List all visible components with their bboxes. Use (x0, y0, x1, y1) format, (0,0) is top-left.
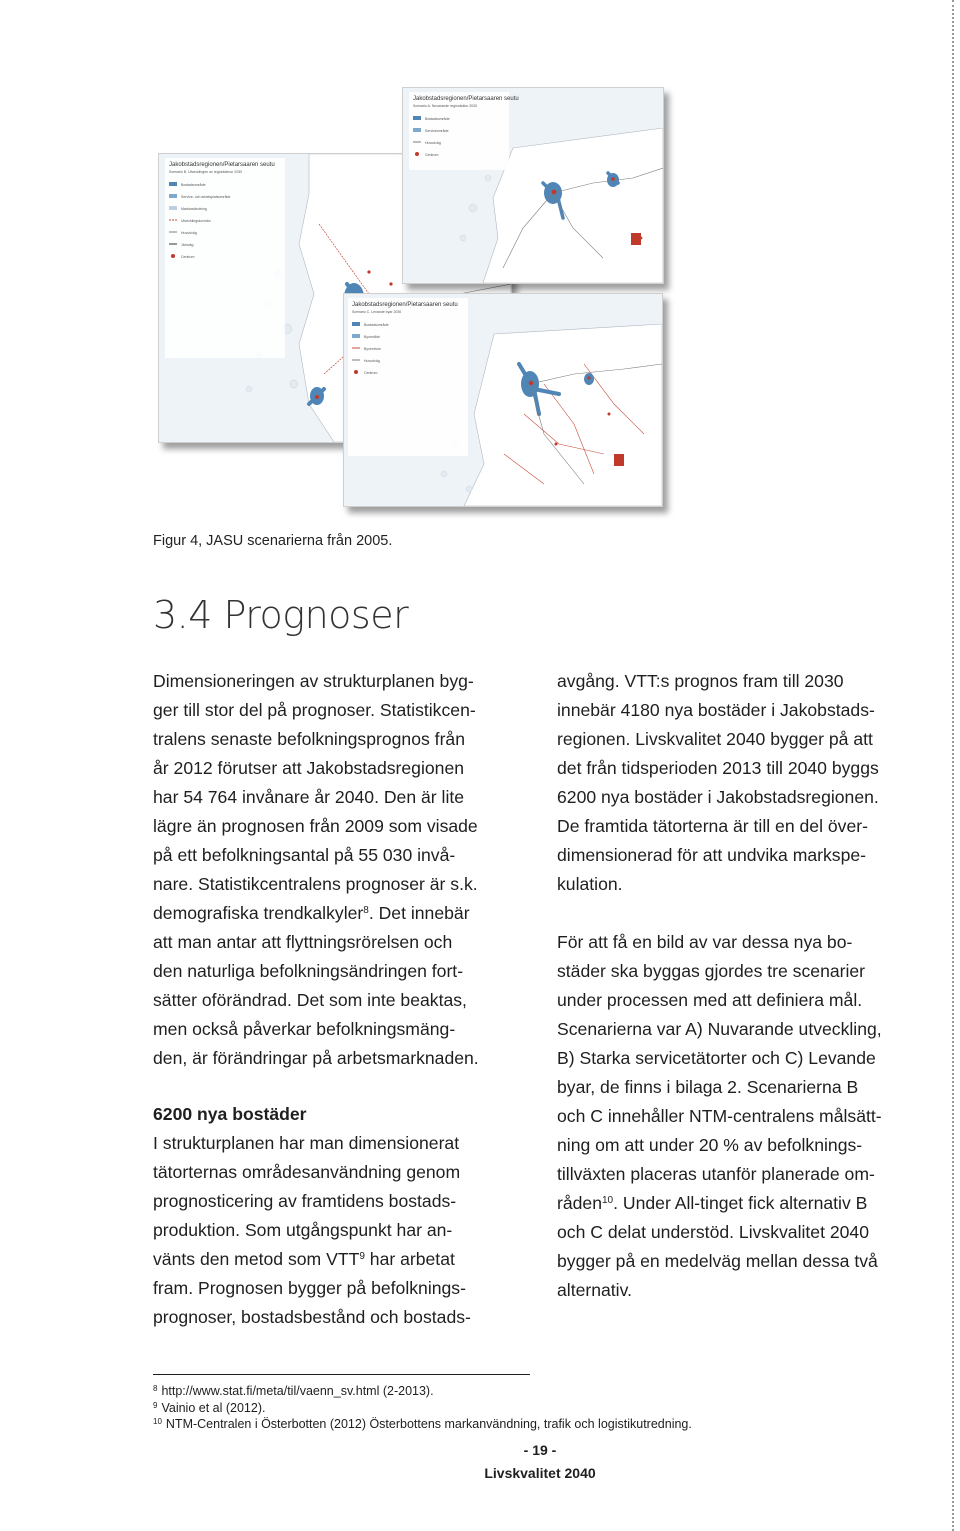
text-line: 6200 nya bostäder i Jakobstadsregionen. (557, 787, 879, 807)
text-line: råden (557, 1193, 602, 1213)
svg-text:Bostadsområde: Bostadsområde (425, 117, 450, 121)
text-line: under processen med att definiera mål. (557, 990, 863, 1010)
text-line: demografiska trendkalkyler (153, 903, 364, 923)
footnotes (153, 1383, 853, 1433)
footnote-text: Vainio et al (2012). (161, 1400, 266, 1415)
text-line: För att få en bild av var dessa nya bo- (557, 932, 853, 952)
text-line: och C delat understöd. Livskvalitet 2040 (557, 1222, 869, 1242)
svg-text:Bycentrum: Bycentrum (364, 347, 381, 351)
text-line: ger till stor del på prognoser. Statistikcen- (153, 700, 476, 720)
text-line: avgång. VTT:s prognos fram till 2030 (557, 671, 844, 691)
page-edge-dotted-border (952, 0, 954, 1531)
subheading: 6200 nya bostäder (153, 1104, 307, 1124)
text-line: har arbetat (364, 1249, 455, 1269)
scenario-a-map-drawing (403, 88, 663, 283)
text-line: tätorternas områdesanvändning genom (153, 1162, 461, 1182)
text-line: . Det innebär (368, 903, 470, 923)
text-line: fram. Prognosen bygger på befolknings- (153, 1278, 466, 1298)
svg-text:Scenario A. Nuvarande regionku: Scenario A. Nuvarande regionkultur 2030 (413, 104, 478, 108)
svg-text:Scenario B. Utvecklingen av re: Scenario B. Utvecklingen av regionkärnor 2030 (169, 170, 243, 174)
text-line: byar, de finns i bilaga 2. Scenarierna B (557, 1077, 859, 1097)
footnote-item (153, 1383, 853, 1400)
footnote-text: http://www.stat.fi/meta/til/vaenn_sv.html (2-2013). (161, 1384, 434, 1398)
text-line: det från tidsperioden 2013 till 2040 byggs (557, 758, 879, 778)
text-line: att man antar att flyttningsrörelsen och (153, 932, 453, 952)
page-number: - 19 - (523, 1442, 557, 1458)
text-line: regionen. Livskvalitet 2040 bygger på att (557, 729, 873, 749)
svg-text:Bostadsområde: Bostadsområde (364, 323, 389, 327)
text-line: och C innehåller NTM-centralens målsätt- (557, 1106, 882, 1126)
svg-text:Centrum: Centrum (364, 371, 378, 375)
section-heading: 3.4 Prognoser (153, 593, 409, 637)
svg-text:Jakobstadsregionen/Pietarsaare: Jakobstadsregionen/Pietarsaaren seutu (413, 96, 519, 102)
text-line: sätter oförändrad. Det som inte beaktas, (153, 990, 467, 1010)
footnote-number: 9 (153, 1400, 158, 1410)
text-line: kulation. (557, 874, 623, 894)
text-line: prognoser, bostadsbestånd och bostads- (153, 1307, 471, 1327)
text-line: tillväxten placeras utanför planerade om- (557, 1164, 875, 1184)
text-line: har 54 764 invånare år 2040. Den är lite (153, 787, 465, 807)
svg-text:Huvudväg: Huvudväg (181, 231, 197, 235)
paragraph-vtt-forecast (557, 667, 929, 899)
svg-text:Järnväg: Järnväg (181, 243, 194, 247)
text-line: prognosticering av framtidens bostads- (153, 1191, 457, 1211)
footnote-text: NTM-Centralen i Österbotten (2012) Österbottens markanvändning, trafik och logistikutredning. (165, 1417, 692, 1431)
footnote-divider (153, 1374, 530, 1375)
right-column (557, 667, 929, 1305)
paragraph-dimensioning (153, 1129, 525, 1332)
svg-text:Service- och arbetsplatsområde: Service- och arbetsplatsområde (181, 195, 231, 199)
text-line: Dimensioneringen av strukturplanen byg- (153, 671, 474, 691)
paragraph-scenarios (557, 928, 929, 1305)
svg-text:Scenario C. Levande byar 2030: Scenario C. Levande byar 2030 (352, 310, 402, 314)
svg-text:Jakobstadsregionen/Pietarsaare: Jakobstadsregionen/Pietarsaaren seutu (352, 302, 458, 308)
scenario-c-map (343, 293, 663, 507)
svg-text:Jakobstadsregionen/Pietarsaare: Jakobstadsregionen/Pietarsaaren seutu (169, 162, 275, 168)
text-line: städer ska byggas gjordes tre scenarier (557, 961, 866, 981)
text-line: B) Starka servicetätorter och C) Levande (557, 1048, 876, 1068)
footer-title: Livskvalitet 2040 (484, 1465, 596, 1481)
text-line: produktion. Som utgångspunkt har an- (153, 1220, 453, 1240)
footnote-item (153, 1416, 853, 1433)
text-line: nare. Statistikcentralens prognoser är s.k. (153, 874, 478, 894)
text-line: ning om att under 20 % av befolknings- (557, 1135, 863, 1155)
scenario-c-map-drawing (344, 294, 662, 506)
footnote-item (153, 1400, 853, 1417)
text-line: alternativ. (557, 1280, 632, 1300)
svg-text:Centrum: Centrum (181, 255, 195, 259)
text-line: bygger på en medelväg mellan dessa två (557, 1251, 878, 1271)
text-line: I strukturplanen har man dimensionerat (153, 1133, 460, 1153)
text-line: innebär 4180 nya bostäder i Jakobstads- (557, 700, 875, 720)
paragraph-intro (153, 667, 525, 1073)
text-line: på ett befolkningsantal på 55 030 invå- (153, 845, 456, 865)
text-line: . Under All-tinget fick alternativ B (613, 1193, 868, 1213)
svg-text:Huvudväg: Huvudväg (425, 141, 441, 145)
text-line: lägre än prognosen från 2009 som visade (153, 816, 478, 836)
svg-text:Utvecklingskorridor: Utvecklingskorridor (181, 219, 211, 223)
svg-text:Huvudväg: Huvudväg (364, 359, 380, 363)
svg-text:Bostadsområde: Bostadsområde (181, 183, 206, 187)
svg-text:Centrum: Centrum (425, 153, 439, 157)
text-line: Scenarierna var A) Nuvarande utveckling, (557, 1019, 882, 1039)
text-line: tralens senaste befolkningsprognos från (153, 729, 465, 749)
footnote-number: 10 (153, 1417, 162, 1426)
text-line: år 2012 förutser att Jakobstadsregionen (153, 758, 465, 778)
footnote-ref: 10 (602, 1195, 614, 1206)
text-line: De framtida tätorterna är till en del över- (557, 816, 868, 836)
svg-text:Serviceområde: Serviceområde (425, 129, 449, 133)
scenario-maps-figure (150, 75, 665, 515)
text-line: dimensionerad för att undvika markspe- (557, 845, 867, 865)
svg-text:Markanvändning: Markanvändning (181, 207, 207, 211)
footnote-ref: 9 (359, 1251, 365, 1262)
footnote-number: 8 (153, 1384, 158, 1393)
text-line: den, är förändringar på arbetsmarknaden. (153, 1048, 479, 1068)
text-line: den naturliga befolkningsändringen fort- (153, 961, 464, 981)
left-column (153, 667, 525, 1332)
text-line: vänts den metod som VTT (153, 1249, 360, 1269)
text-line: men också påverkar befolkningsmäng- (153, 1019, 456, 1039)
scenario-a-map (402, 87, 664, 284)
footnote-ref: 8 (363, 905, 369, 916)
svg-text:Byområde: Byområde (364, 335, 380, 339)
figure-caption: Figur 4, JASU scenarierna från 2005. (153, 533, 393, 549)
